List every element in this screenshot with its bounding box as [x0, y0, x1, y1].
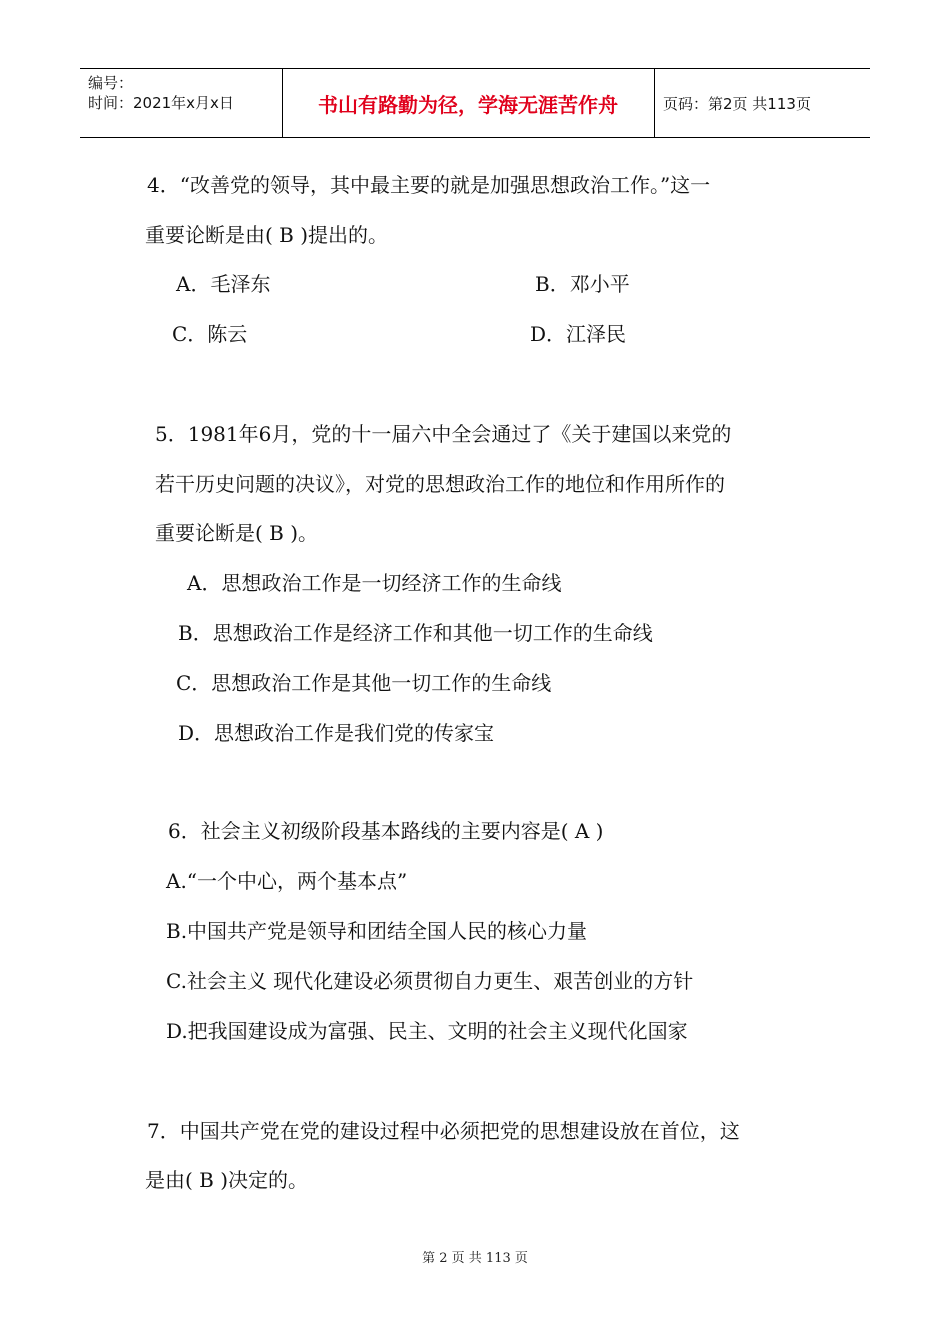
question-4-stem-line-2: 重要论断是由( B )提出的。 [145, 223, 389, 247]
question-4-option-b: B．邓小平 [535, 272, 630, 296]
page-footer: 第 2 页 共 113 页 [422, 1251, 528, 1266]
question-6-stem-line-1: 6．社会主义初级阶段基本路线的主要内容是( A ) [168, 819, 604, 843]
header-motto: 书山有路勤为径，学海无涯苦作舟 [318, 92, 618, 117]
header-meta [88, 73, 234, 113]
question-6-option-d: D.把我国建设成为富强、民主、文明的社会主义现代化国家 [166, 1019, 688, 1043]
question-5-option-a: A．思想政治工作是一切经济工作的生命线 [187, 571, 562, 595]
question-5-stem-line-1: 5．1981年6月，党的十一届六中全会通过了《关于建国以来党的 [155, 422, 732, 446]
page-header [80, 68, 870, 138]
question-6-option-c: C.社会主义 现代化建设必须贯彻自力更生、艰苦创业的方针 [166, 969, 694, 993]
question-5-stem-line-3: 重要论断是( B )。 [155, 521, 319, 545]
header-divider [654, 69, 655, 137]
question-4-option-a: A．毛泽东 [176, 272, 271, 296]
question-5-stem-line-2: 若干历史问题的决议》，对党的思想政治工作的地位和作用所作的 [155, 472, 725, 496]
question-5-option-d: D．思想政治工作是我们党的传家宝 [178, 721, 495, 745]
question-7-stem-line-2: 是由( B )决定的。 [145, 1168, 309, 1192]
question-6-option-a: A.“一个中心，两个基本点” [166, 869, 408, 893]
document-number: 编号： [88, 74, 134, 92]
question-4-stem-line-1: 4．“改善党的领导，其中最主要的就是加强思想政治工作。”这一 [147, 173, 711, 197]
header-page-info: 页码：第2页 共113页 [663, 94, 811, 113]
question-5-option-b: B．思想政治工作是经济工作和其他一切工作的生命线 [178, 621, 653, 645]
question-4-option-c: C．陈云 [172, 322, 248, 346]
document-time: 时间：2021年x月x日 [88, 94, 234, 112]
question-6-option-b: B.中国共产党是领导和团结全国人民的核心力量 [166, 919, 588, 943]
question-5-option-c: C．思想政治工作是其他一切工作的生命线 [176, 671, 552, 695]
question-7-stem-line-1: 7．中国共产党在党的建设过程中必须把党的思想建设放在首位，这 [147, 1119, 740, 1143]
question-4-option-d: D．江泽民 [530, 322, 627, 346]
